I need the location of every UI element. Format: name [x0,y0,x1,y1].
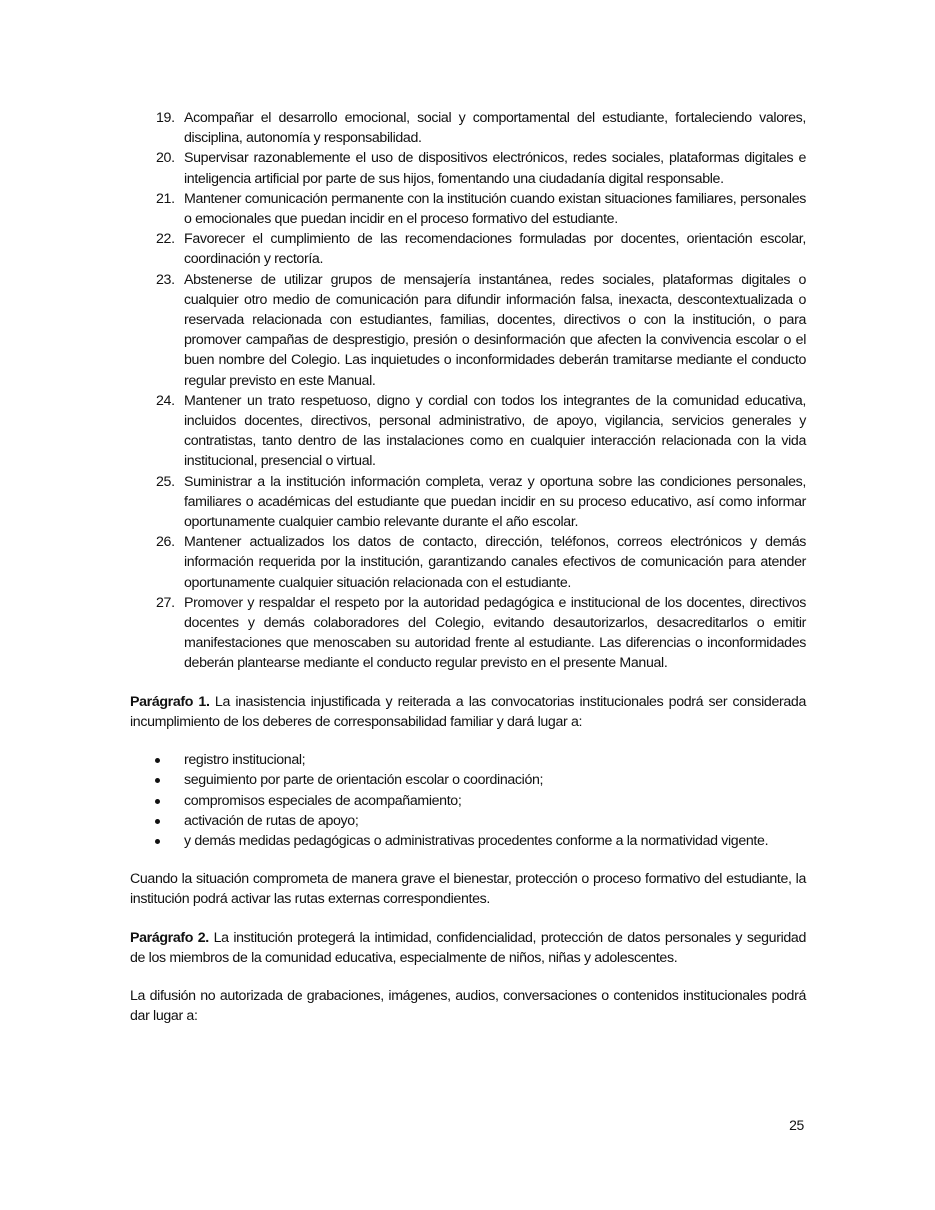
item-number: 25. [156,473,175,490]
bullet-item [130,750,806,770]
paragrafo-1 [130,692,806,732]
paragrafo-2 [130,928,806,968]
bullet-item [130,831,806,851]
item-number: 19. [156,110,175,126]
list-item [130,189,806,229]
page-number: 25 [789,1117,804,1133]
paragraph-difusion: La difusión no autorizada de grabaciones, imágenes, audios, conversaciones o contenidos institucionales podrá dar lugar a: [130,987,806,1025]
list-item [130,593,806,674]
item-number: 26. [156,534,175,551]
bullet-text: seguimiento por parte de orientación escolar o coordinación; [184,772,544,789]
bullet-icon [155,799,160,804]
bullet-icon [155,839,160,844]
item-text: Acompañar el desarrollo emocional, social y comportamental del estudiante, fortaleciendo valores, disciplina, autonomía y responsabilidad. [184,110,806,147]
item-number: 24. [156,392,175,409]
page-content [130,108,806,1026]
item-number: 22. [156,231,175,248]
bullet-item [130,811,806,831]
bullet-text: activación de rutas de apoyo; [184,812,359,829]
item-number: 21. [156,190,175,207]
list-item [130,108,806,148]
item-text: Suministrar a la institución información completa, veraz y oportuna sobre las condiciones personales, familiares o académicas del estudiante que puedan incidir en su proceso educativo, así como informar oportunamente cualquier cambio relevante durante el año escolar. [184,473,806,531]
bullet-icon [155,758,160,763]
bullet-icon [155,819,160,824]
list-item [130,472,806,533]
paragrafo-1-label: Parágrafo 1. [130,693,210,710]
list-item [130,229,806,269]
item-number: 23. [156,271,175,288]
paragrafo-2-label: Parágrafo 2. [130,929,209,946]
list-item [130,270,806,391]
item-text: Mantener actualizados los datos de contacto, dirección, teléfonos, correos electrónicos y demás información requerida por la institución, garantizando canales efectivos de comunicación para atender oportunamente cualquier situación relacionada con el estudiante. [184,534,806,591]
list-item [130,532,806,593]
item-text: Favorecer el cumplimiento de las recomendaciones formuladas por docentes, orientación escolar, coordinación y rectoría. [184,231,806,268]
list-item [130,148,806,188]
item-number: 27. [156,594,175,611]
item-text: Abstenerse de utilizar grupos de mensajería instantánea, redes sociales, plataformas digitales o cualquier otro medio de comunicación para difundir información falsa, inexacta, descontextualizada o reservada relacionada con estudiantes, familias, docentes, directivos o con la institución, o para promover campañas de desprestigio, presión o desinformación que afecten la convivencia escolar o el buen nombre del Colegio. Las inquietudes o inconformidades deberán tramitarse mediante el conducto regular previsto en este Manual. [184,271,806,389]
item-text: Mantener comunicación permanente con la institución cuando existan situaciones familiares, personales o emocionales que puedan incidir en el proceso formativo del estudiante. [184,190,806,228]
measures-list [130,750,806,851]
paragrafo-2-text: La institución protegerá la intimidad, confidencialidad, protección de datos personales y seguridad de los miembros de la comunidad educativa, especialmente de niños, niñas y adolescentes. [130,929,806,966]
item-text: Mantener un trato respetuoso, digno y cordial con todos los integrantes de la comunidad educativa, incluidos docentes, directivos, personal administrativo, de apoyo, vigilancia, servicios generales y contratistas, tanto dentro de las instalaciones como en cualquier interacción relacionada con la vida institucional, presencial o virtual. [184,392,806,470]
paragrafo-1-text: La inasistencia injustificada y reiterada a las convocatorias institucionales podrá ser considerada incumplimiento de los deberes de corresponsabilidad familiar y dará lugar a: [130,693,806,730]
paragraph-grave: Cuando la situación comprometa de manera grave el bienestar, protección o proceso formativo del estudiante, la institución podrá activar las rutas externas correspondientes. [130,871,806,908]
bullet-text: compromisos especiales de acompañamiento; [184,792,462,809]
item-number: 20. [156,150,175,167]
bullet-text: registro institucional; [184,752,306,769]
item-text: Promover y respaldar el respeto por la autoridad pedagógica e institucional de los docentes, directivos docentes y demás colaboradores del Colegio, evitando desautorizarlos, desacreditarlos o emitir manifestaciones que menoscaben su autoridad frente al estudiante. Las diferencias o inconformidades deberán plantearse mediante el conducto regular previsto en el presente Manual. [184,594,806,672]
bullet-item [130,770,806,790]
bullet-icon [155,778,160,783]
bullet-item [130,791,806,811]
item-text: Supervisar razonablemente el uso de dispositivos electrónicos, redes sociales, plataformas digitales e inteligencia artificial por parte de sus hijos, fomentando una ciudadanía digital responsable. [184,150,806,187]
duties-list [130,108,806,674]
list-item [130,391,806,472]
bullet-text: y demás medidas pedagógicas o administrativas procedentes conforme a la normatividad vigente. [184,832,769,849]
